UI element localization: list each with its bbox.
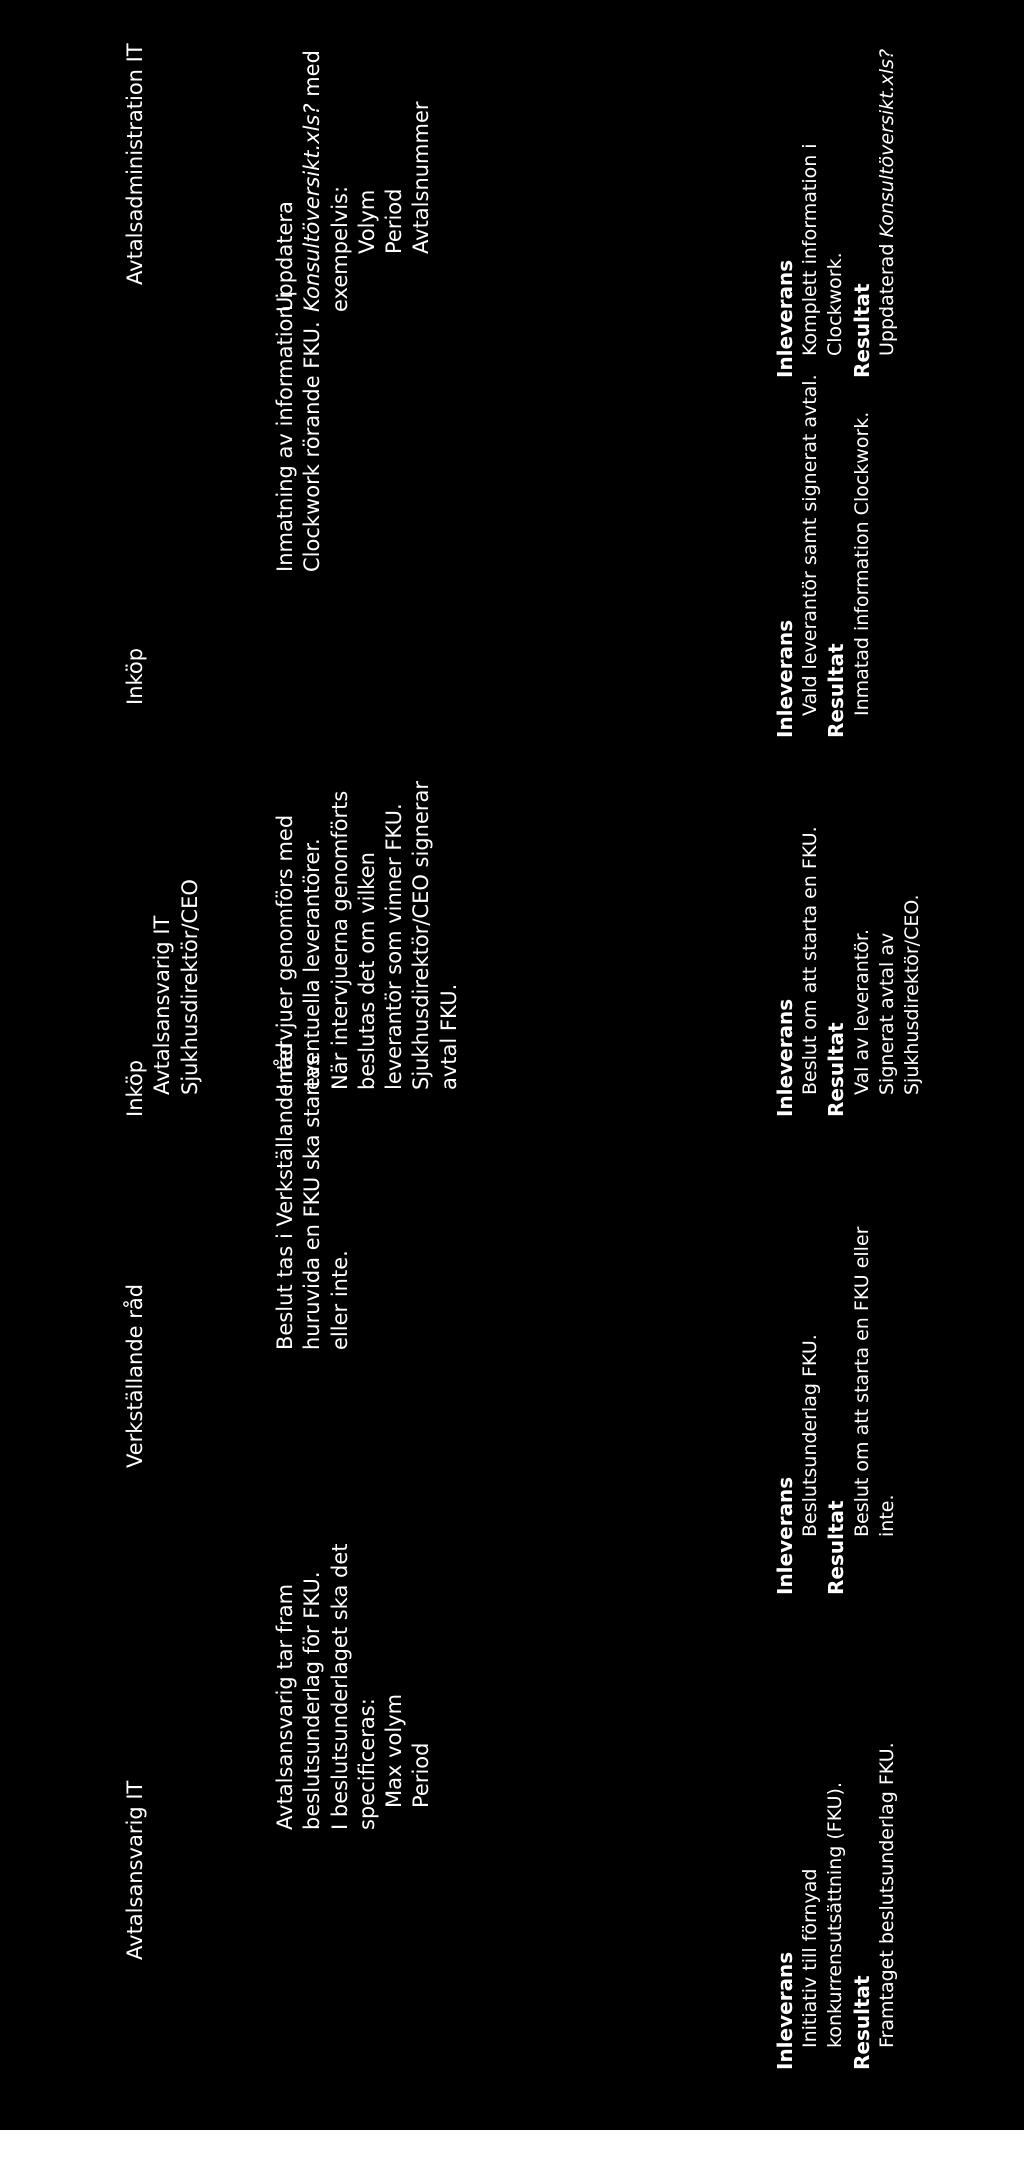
phase-title-col4: Inköp [123,647,147,705]
row-label-faser: Faser [989,2060,1013,2122]
inleverans-resultat-col4: Inleverans Vald leverantör samt signerat avtal. Resultat Inmatad information Clockwork. [773,374,873,738]
row-label-aktiviteter: Aktiviteter [989,1543,1013,1665]
phase-title-col1: Avtalsansvarig IT [123,1780,147,1960]
activity-col2: Beslut tas i Verkställande råd huruvida en FKU ska startas eller inte. [273,1042,352,1350]
row-label-roller: Roller [989,1891,1013,1958]
role-avtalsansvarig-it: Avtalsansvarig IT [150,915,175,1095]
phase-title-col2: Verkställande råd [123,1283,147,1468]
role-sjukhusdirektor: Sjukhusdirektör/CEO [177,879,202,1095]
activity-col1: Avtalsansvarig tar fram beslutsunderlag för FKU. I beslutsunderlaget ska det specificeras: Max volym Period [273,1543,434,1830]
phase-title-col5: Avtalsadministration IT [123,43,147,285]
inleverans-resultat-col5: Inleverans Komplett information i Clockwork. Resultat Uppdaterad Konsultöversikt.xls? [773,48,898,378]
activity-col3: Intervjuer genomförs med eventuella leverantörer. När intervjuerna genomförts beslutas det om vilken leverantör som vinner FKU. Sjukhusdirektör/CEO signerar avtal FKU. [273,780,461,1090]
activity-col5: Uppdatera Konsultöversikt.xls? med exempelvis: Volym Period Avtalsnummer [273,50,434,312]
inleverans-resultat-col2: Inleverans Beslutsunderlag FKU. Resultat Beslut om att starta en FKU eller inte. [773,1226,898,1595]
inleverans-resultat-col1: Inleverans Initiativ till förnyad konkurrensutsättning (FKU). Resultat Framtaget beslutsunderlag FKU. [773,1742,898,2070]
activity-col4: Inmatning av information i Clockwork rörande FKU. [273,292,325,572]
phase-title-col3: Inköp Avtalsansvarig IT Sjukhusdirektör/CEO [122,879,204,1117]
inleverans-resultat-col3: Inleverans Beslut om att starta en FKU. Resultat Val av leverantör. Signerat avtal av Sjukhusdirektör/CEO. [773,826,924,1117]
row-label-inleverans-resultat: Inleverans / Resultat [989,955,1013,1190]
